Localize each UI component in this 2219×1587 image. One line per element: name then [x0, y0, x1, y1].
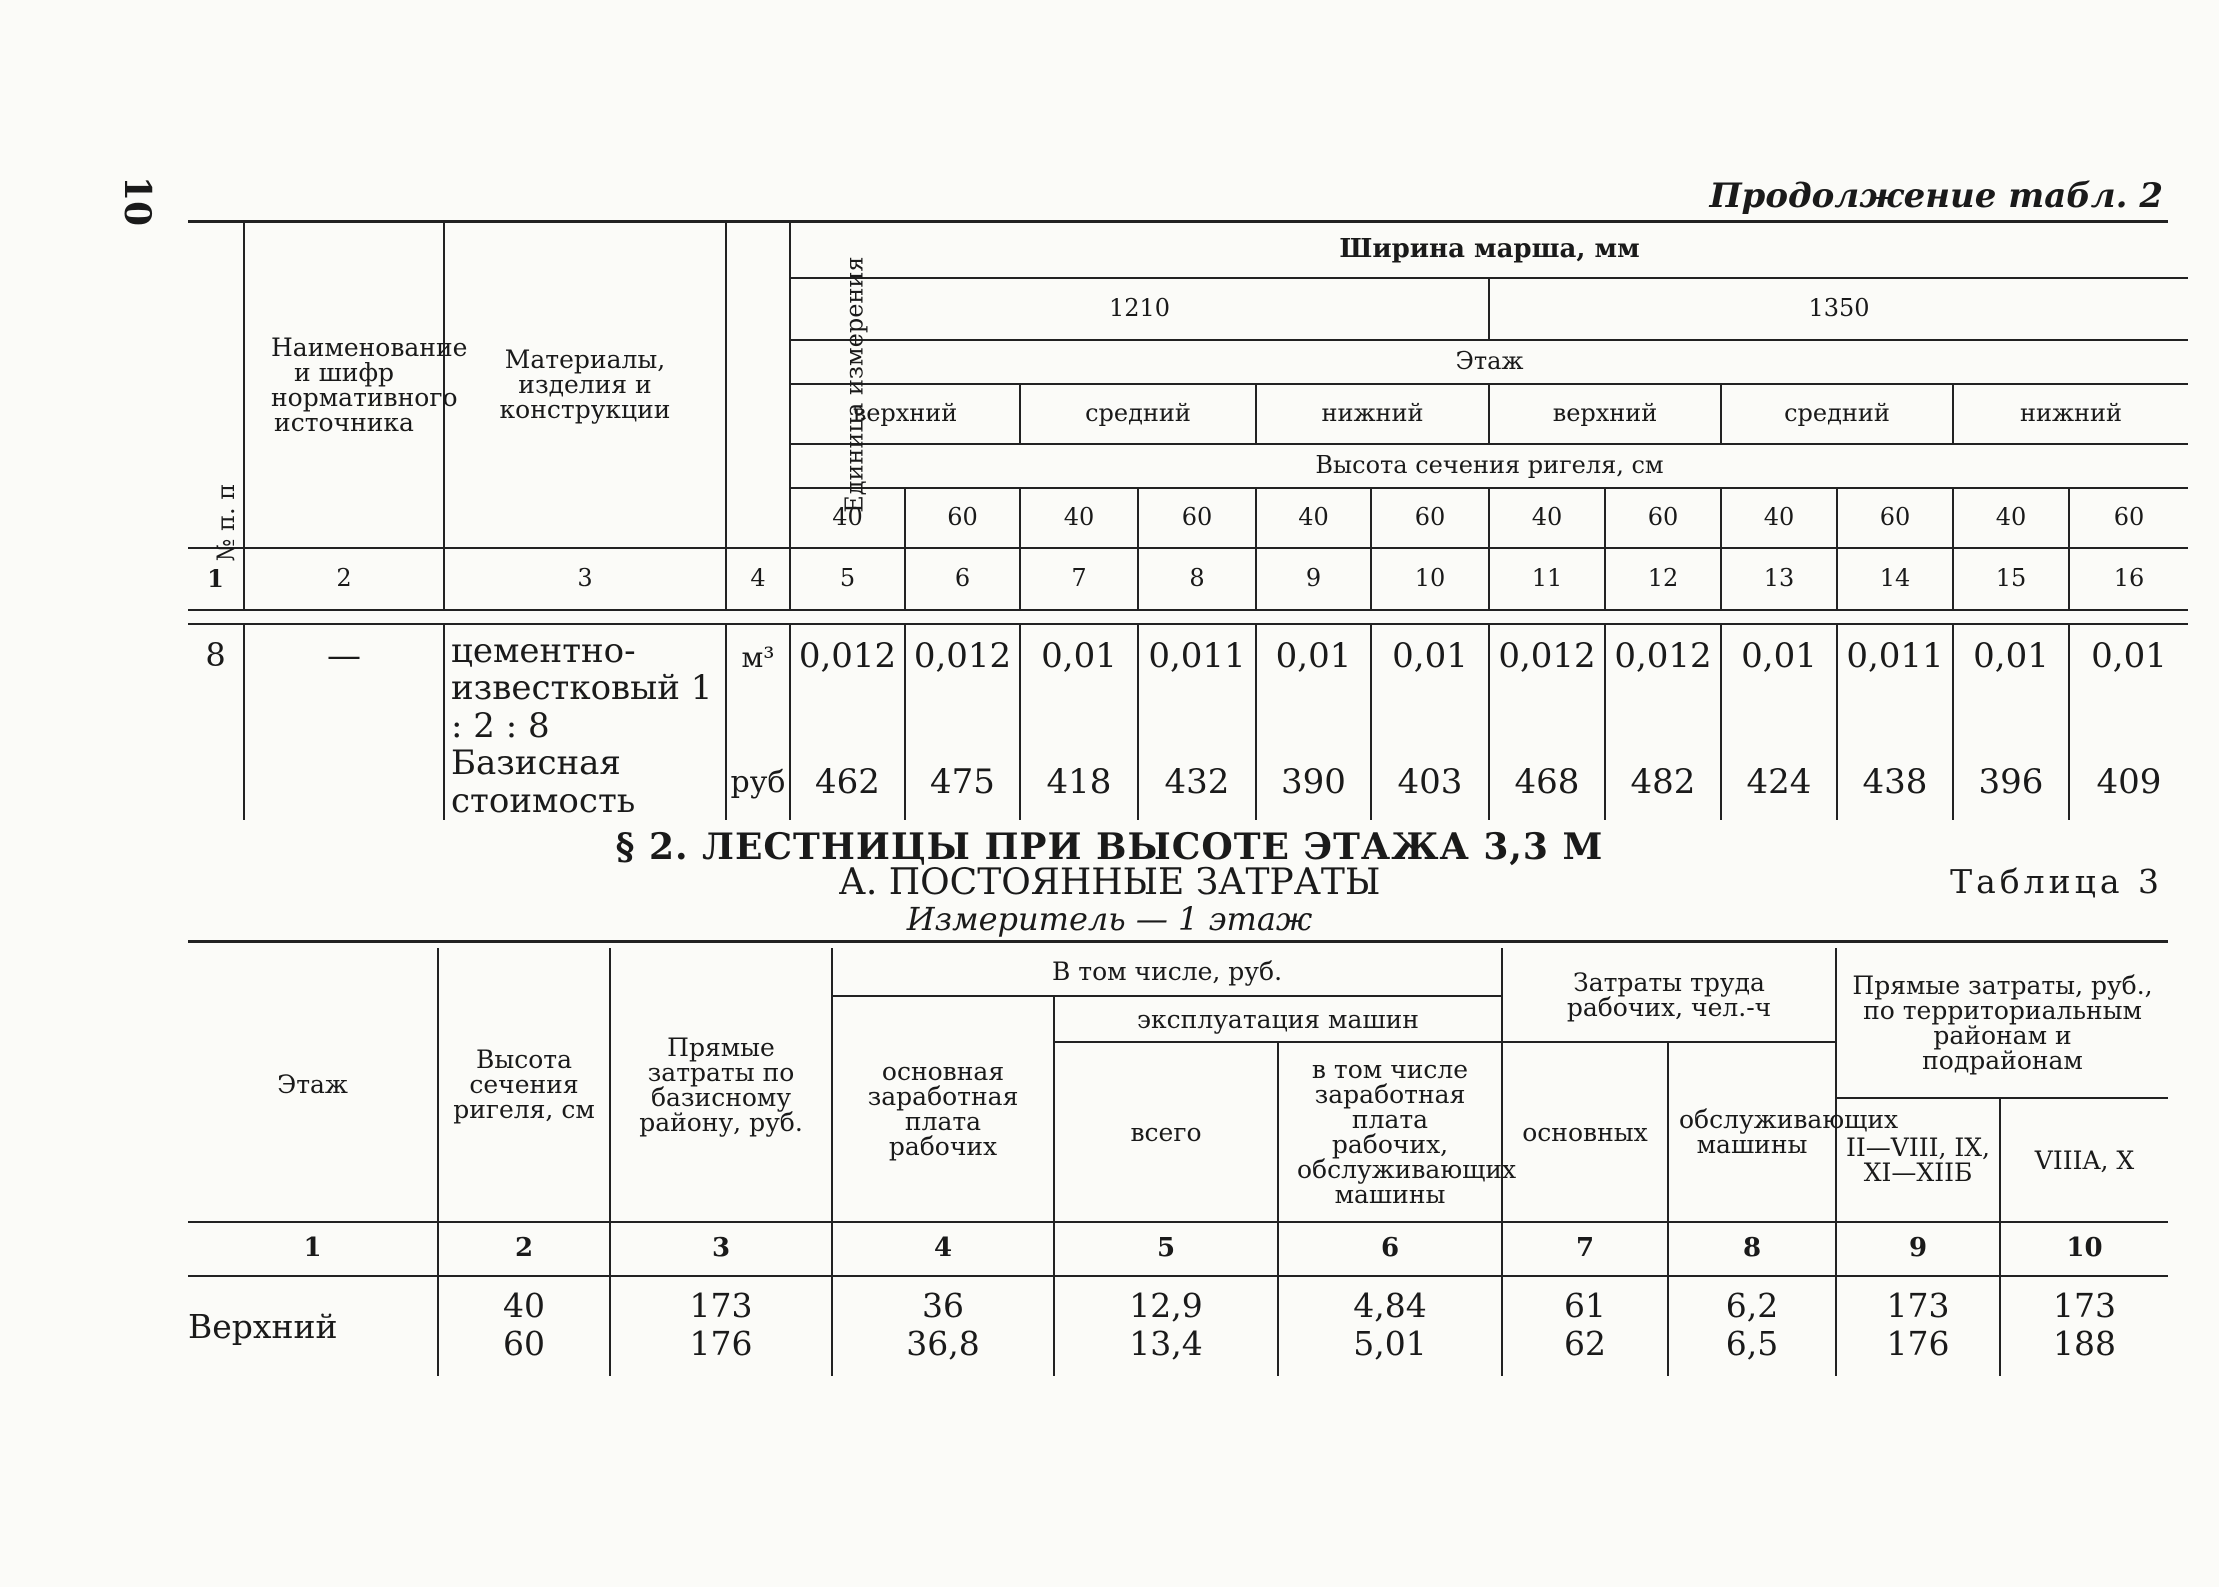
height-cell: 40: [1489, 488, 1605, 548]
floor-lower-1350: нижний: [1953, 384, 2188, 444]
cell-labor-service: [1668, 1276, 1836, 1376]
continuation-title: Продолжение табл. 2: [1709, 176, 2163, 216]
floor-middle-1350: средний: [1721, 384, 1953, 444]
header-unit: Единица измерения: [726, 222, 790, 548]
h-total: всего: [1054, 1042, 1278, 1222]
floor-lower-1210: нижний: [1256, 384, 1489, 444]
value: 12,9: [1129, 1286, 1203, 1325]
col-number: 1: [188, 548, 244, 610]
col-number: 1: [188, 1222, 438, 1276]
value: 5,01: [1353, 1323, 1427, 1363]
page-number: 10: [116, 175, 159, 227]
cost-cell: 438: [1837, 745, 1953, 820]
value-cell: 0,012: [905, 624, 1020, 745]
cell-labor-main: [1502, 1276, 1668, 1376]
value: 60: [503, 1323, 545, 1363]
height-cell: 40: [1721, 488, 1837, 548]
height-cell: 60: [1605, 488, 1721, 548]
h-wage: основная заработная плата рабочих: [832, 996, 1054, 1222]
height-header: Высота сечения ригеля, см: [790, 444, 2188, 488]
value: 188: [2053, 1323, 2117, 1363]
value: 173: [2053, 1286, 2117, 1325]
cell-region-1: [1836, 1276, 2000, 1376]
height-cell: 40: [1953, 488, 2069, 548]
cell-direct: [610, 1276, 832, 1376]
cost-cell: 424: [1721, 745, 1837, 820]
material-cement: цементно-известковый 1 : 2 : 8: [444, 624, 726, 745]
section-title: § 2. ЛЕСТНИЦЫ ПРИ ВЫСОТЕ ЭТАЖА 3,3 М: [615, 826, 1604, 868]
value: 13,4: [1129, 1323, 1203, 1363]
value: 6,5: [1725, 1323, 1779, 1363]
col-number: 3: [444, 548, 726, 610]
material-base-cost: Базисная стоимость: [444, 745, 726, 820]
col-number: 10: [1371, 548, 1489, 610]
cost-cell: 396: [1953, 745, 2069, 820]
h-region-2: VIIIA, X: [2000, 1098, 2168, 1222]
col-number: 13: [1721, 548, 1837, 610]
value-cell: 0,01: [1953, 624, 2069, 745]
col-number: 7: [1502, 1222, 1668, 1276]
h-height: Высота сечения ригеля, см: [438, 948, 610, 1222]
cost-cell: 475: [905, 745, 1020, 820]
col-number: 9: [1836, 1222, 2000, 1276]
cell-heights: [438, 1276, 610, 1376]
h-floor: Этаж: [188, 948, 438, 1222]
value-cell: 0,011: [1837, 624, 1953, 745]
floor-upper-1350: верхний: [1489, 384, 1721, 444]
table-label: Таблица 3: [1950, 862, 2163, 901]
h-labor-service: обслуживающих машины: [1668, 1042, 1836, 1222]
value: 176: [689, 1323, 753, 1363]
col-number: 7: [1020, 548, 1138, 610]
col-number: 9: [1256, 548, 1371, 610]
header-name: Наименование и шифр нормативного источника: [244, 222, 444, 548]
h-direct: Прямые затраты по базисному району, руб.: [610, 948, 832, 1222]
col-number: 5: [790, 548, 905, 610]
height-cell: 40: [1020, 488, 1138, 548]
value-cell: 0,01: [1371, 624, 1489, 745]
value-cell: 0,01: [2069, 624, 2188, 745]
header-materials: Материалы, изделия и конструкции: [444, 222, 726, 548]
value: 61: [1564, 1286, 1606, 1325]
col-number: 14: [1837, 548, 1953, 610]
cell-wage: [832, 1276, 1054, 1376]
col-number: 6: [905, 548, 1020, 610]
value: 6,2: [1725, 1286, 1779, 1325]
width-1210: 1210: [790, 278, 1489, 340]
h-region-1: II—VIII, IX, XI—XIIБ: [1836, 1098, 2000, 1222]
col-number: 2: [244, 548, 444, 610]
header-np: № п. п: [188, 222, 244, 548]
width-header: Ширина марша, мм: [790, 222, 2188, 278]
value: 173: [689, 1286, 753, 1325]
value-cell: 0,012: [1489, 624, 1605, 745]
cell-region-2: [2000, 1276, 2168, 1376]
row-floor: Верхний: [188, 1306, 338, 1346]
subsection-title: А. ПОСТОЯННЫЕ ЗАТРАТЫ: [838, 862, 1381, 903]
row-np: 8: [205, 636, 226, 674]
h-machines: эксплуатация машин: [1054, 996, 1502, 1042]
floor-upper-1210: верхний: [790, 384, 1020, 444]
h-incl-wage: в том числе заработная плата рабочих, обслуживающих машины: [1278, 1042, 1502, 1222]
height-cell: 60: [905, 488, 1020, 548]
h-regions: Прямые затраты, руб., по территориальным районам и подрайонам: [1836, 948, 2168, 1098]
col-number: 15: [1953, 548, 2069, 610]
col-number: 3: [610, 1222, 832, 1276]
col-number: 5: [1054, 1222, 1278, 1276]
value: 176: [1886, 1323, 1950, 1363]
value: 36: [922, 1286, 964, 1325]
height-cell: 40: [790, 488, 905, 548]
cost-cell: 468: [1489, 745, 1605, 820]
cost-cell: 403: [1371, 745, 1489, 820]
col-number: 2: [438, 1222, 610, 1276]
col-number: 4: [832, 1222, 1054, 1276]
table-2-continuation: [188, 222, 2188, 820]
cost-cell: 409: [2069, 745, 2188, 820]
value: 4,84: [1353, 1286, 1427, 1325]
value: 40: [503, 1286, 545, 1325]
col-number: 11: [1489, 548, 1605, 610]
height-cell: 60: [1138, 488, 1256, 548]
cost-cell: 432: [1138, 745, 1256, 820]
value-cell: 0,012: [1605, 624, 1721, 745]
cell-machines-total: [1054, 1276, 1278, 1376]
unit-m3: м³: [726, 624, 790, 745]
table3-top-rule: [188, 940, 2168, 943]
cell-machines-wage: [1278, 1276, 1502, 1376]
table-3: [188, 948, 2168, 1376]
unit-rub: руб: [726, 745, 790, 820]
cost-cell: 418: [1020, 745, 1138, 820]
h-including: В том числе, руб.: [832, 948, 1502, 996]
value-cell: 0,012: [790, 624, 905, 745]
cost-cell: 462: [790, 745, 905, 820]
col-number: 8: [1138, 548, 1256, 610]
col-number: 6: [1278, 1222, 1502, 1276]
value-cell: 0,01: [1020, 624, 1138, 745]
value-cell: 0,01: [1721, 624, 1837, 745]
height-cell: 60: [1371, 488, 1489, 548]
height-cell: 40: [1256, 488, 1371, 548]
floor-header: Этаж: [790, 340, 2188, 384]
cost-cell: 482: [1605, 745, 1721, 820]
row-name: —: [244, 624, 444, 820]
width-1350: 1350: [1489, 278, 2188, 340]
value: 36,8: [906, 1323, 980, 1363]
value: 173: [1886, 1286, 1950, 1325]
value: 62: [1564, 1323, 1606, 1363]
height-cell: 60: [2069, 488, 2188, 548]
h-labor: Затраты труда рабочих, чел.-ч: [1502, 948, 1836, 1042]
col-number: 16: [2069, 548, 2188, 610]
col-number: 8: [1668, 1222, 1836, 1276]
col-number: 4: [726, 548, 790, 610]
cost-cell: 390: [1256, 745, 1371, 820]
floor-middle-1210: средний: [1020, 384, 1256, 444]
measure-unit: Измеритель — 1 этаж: [906, 900, 1313, 938]
value-cell: 0,011: [1138, 624, 1256, 745]
col-number: 12: [1605, 548, 1721, 610]
h-labor-main: основных: [1502, 1042, 1668, 1222]
height-cell: 60: [1837, 488, 1953, 548]
col-number: 10: [2000, 1222, 2168, 1276]
value-cell: 0,01: [1256, 624, 1371, 745]
